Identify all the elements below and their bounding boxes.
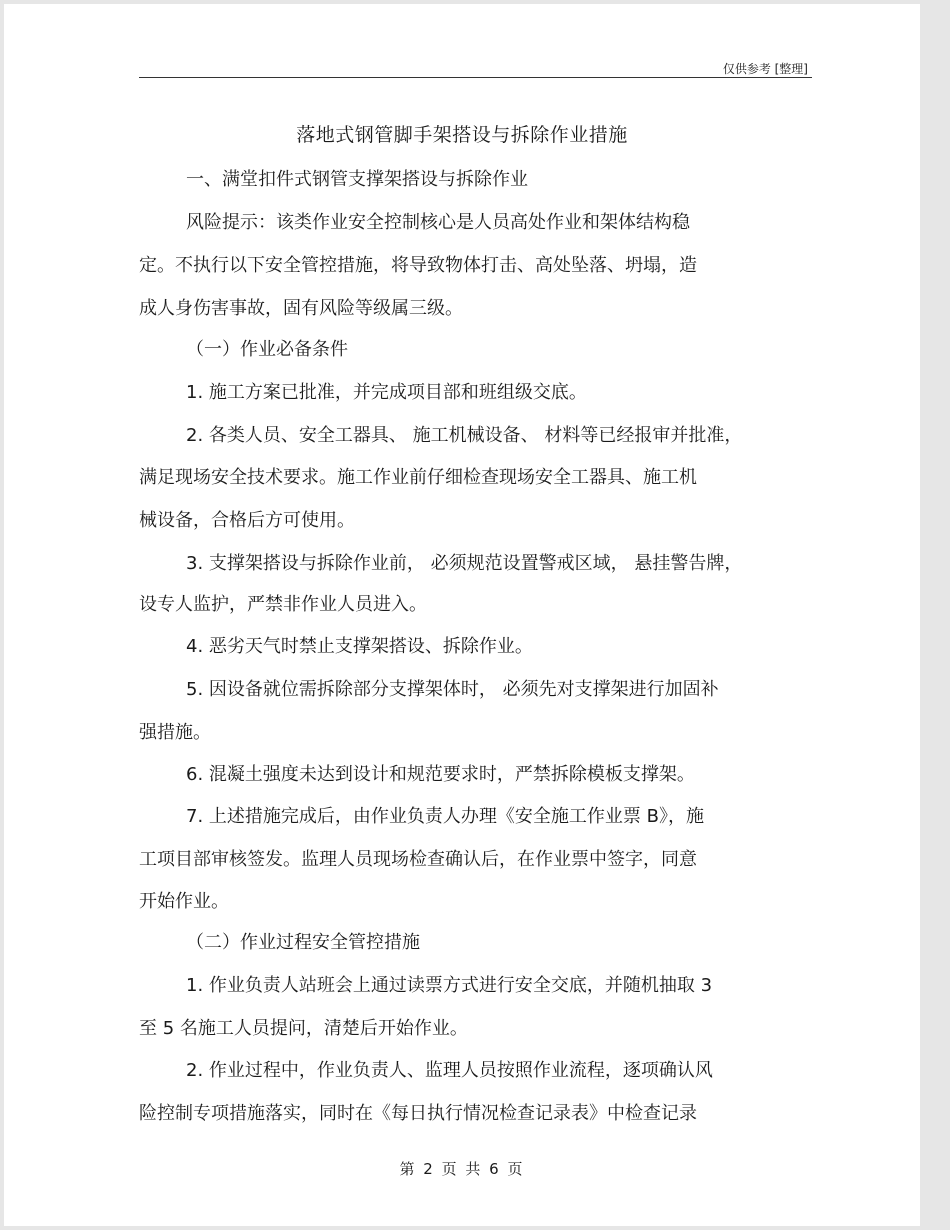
section-heading-1: 一、满堂扣件式钢管支撑架搭设与拆除作业 — [186, 169, 528, 190]
paragraph-line: 7. 上述措施完成后，由作业负责人办理《安全施工作业票 B》，施 — [186, 806, 704, 827]
paragraph-line: 满足现场安全技术要求。施工作业前仔细检查现场安全工器具、施工机 — [139, 467, 697, 488]
paragraph-line: 4. 恶劣天气时禁止支撑架搭设、拆除作业。 — [186, 636, 533, 657]
subsection-heading-2: （二）作业过程安全管控措施 — [186, 932, 420, 953]
paragraph-line: 成人身伤害事故，固有风险等级属三级。 — [139, 298, 463, 319]
header-note: 仅供参考 [整理] — [722, 62, 808, 76]
subsection-heading-1: （一）作业必备条件 — [186, 339, 348, 360]
paragraph-line: 械设备，合格后方可使用。 — [139, 510, 355, 531]
paragraph-line: 开始作业。 — [139, 891, 229, 912]
paragraph-line: 6. 混凝土强度未达到设计和规范要求时，严禁拆除模板支撑架。 — [186, 764, 695, 785]
paragraph-line: 3. 支撑架搭设与拆除作业前， 必须规范设置警戒区域， 悬挂警告牌， — [186, 553, 743, 574]
document-title: 落地式钢管脚手架搭设与拆除作业措施 — [296, 124, 628, 146]
paragraph-line: 5. 因设备就位需拆除部分支撑架体时， 必须先对支撑架进行加固补 — [186, 679, 719, 700]
page-number-footer: 第 2 页 共 6 页 — [399, 1160, 525, 1178]
paragraph-line: 设专人监护，严禁非作业人员进入。 — [139, 594, 427, 615]
paragraph-line: 险控制专项措施落实，同时在《每日执行情况检查记录表》中检查记录 — [139, 1103, 697, 1124]
paragraph-line: 定。不执行以下安全管控措施，将导致物体打击、高处坠落、坍塌，造 — [139, 255, 697, 276]
paragraph-line: 至 5 名施工人员提问，清楚后开始作业。 — [139, 1018, 468, 1039]
paragraph-line: 1. 施工方案已批准，并完成项目部和班组级交底。 — [186, 382, 587, 403]
paragraph-line: 工项目部审核签发。监理人员现场检查确认后，在作业票中签字，同意 — [139, 849, 697, 870]
paragraph-line: 2. 各类人员、安全工器具、 施工机械设备、 材料等已经报审并批准， — [186, 425, 743, 446]
document-page — [4, 4, 920, 1226]
paragraph-line: 1. 作业负责人站班会上通过读票方式进行安全交底，并随机抽取 3 — [186, 975, 713, 996]
paragraph-line: 风险提示：该类作业安全控制核心是人员高处作业和架体结构稳 — [186, 212, 690, 233]
header-divider — [139, 77, 812, 78]
paragraph-line: 强措施。 — [139, 722, 211, 743]
paragraph-line: 2. 作业过程中，作业负责人、监理人员按照作业流程，逐项确认风 — [186, 1060, 713, 1081]
